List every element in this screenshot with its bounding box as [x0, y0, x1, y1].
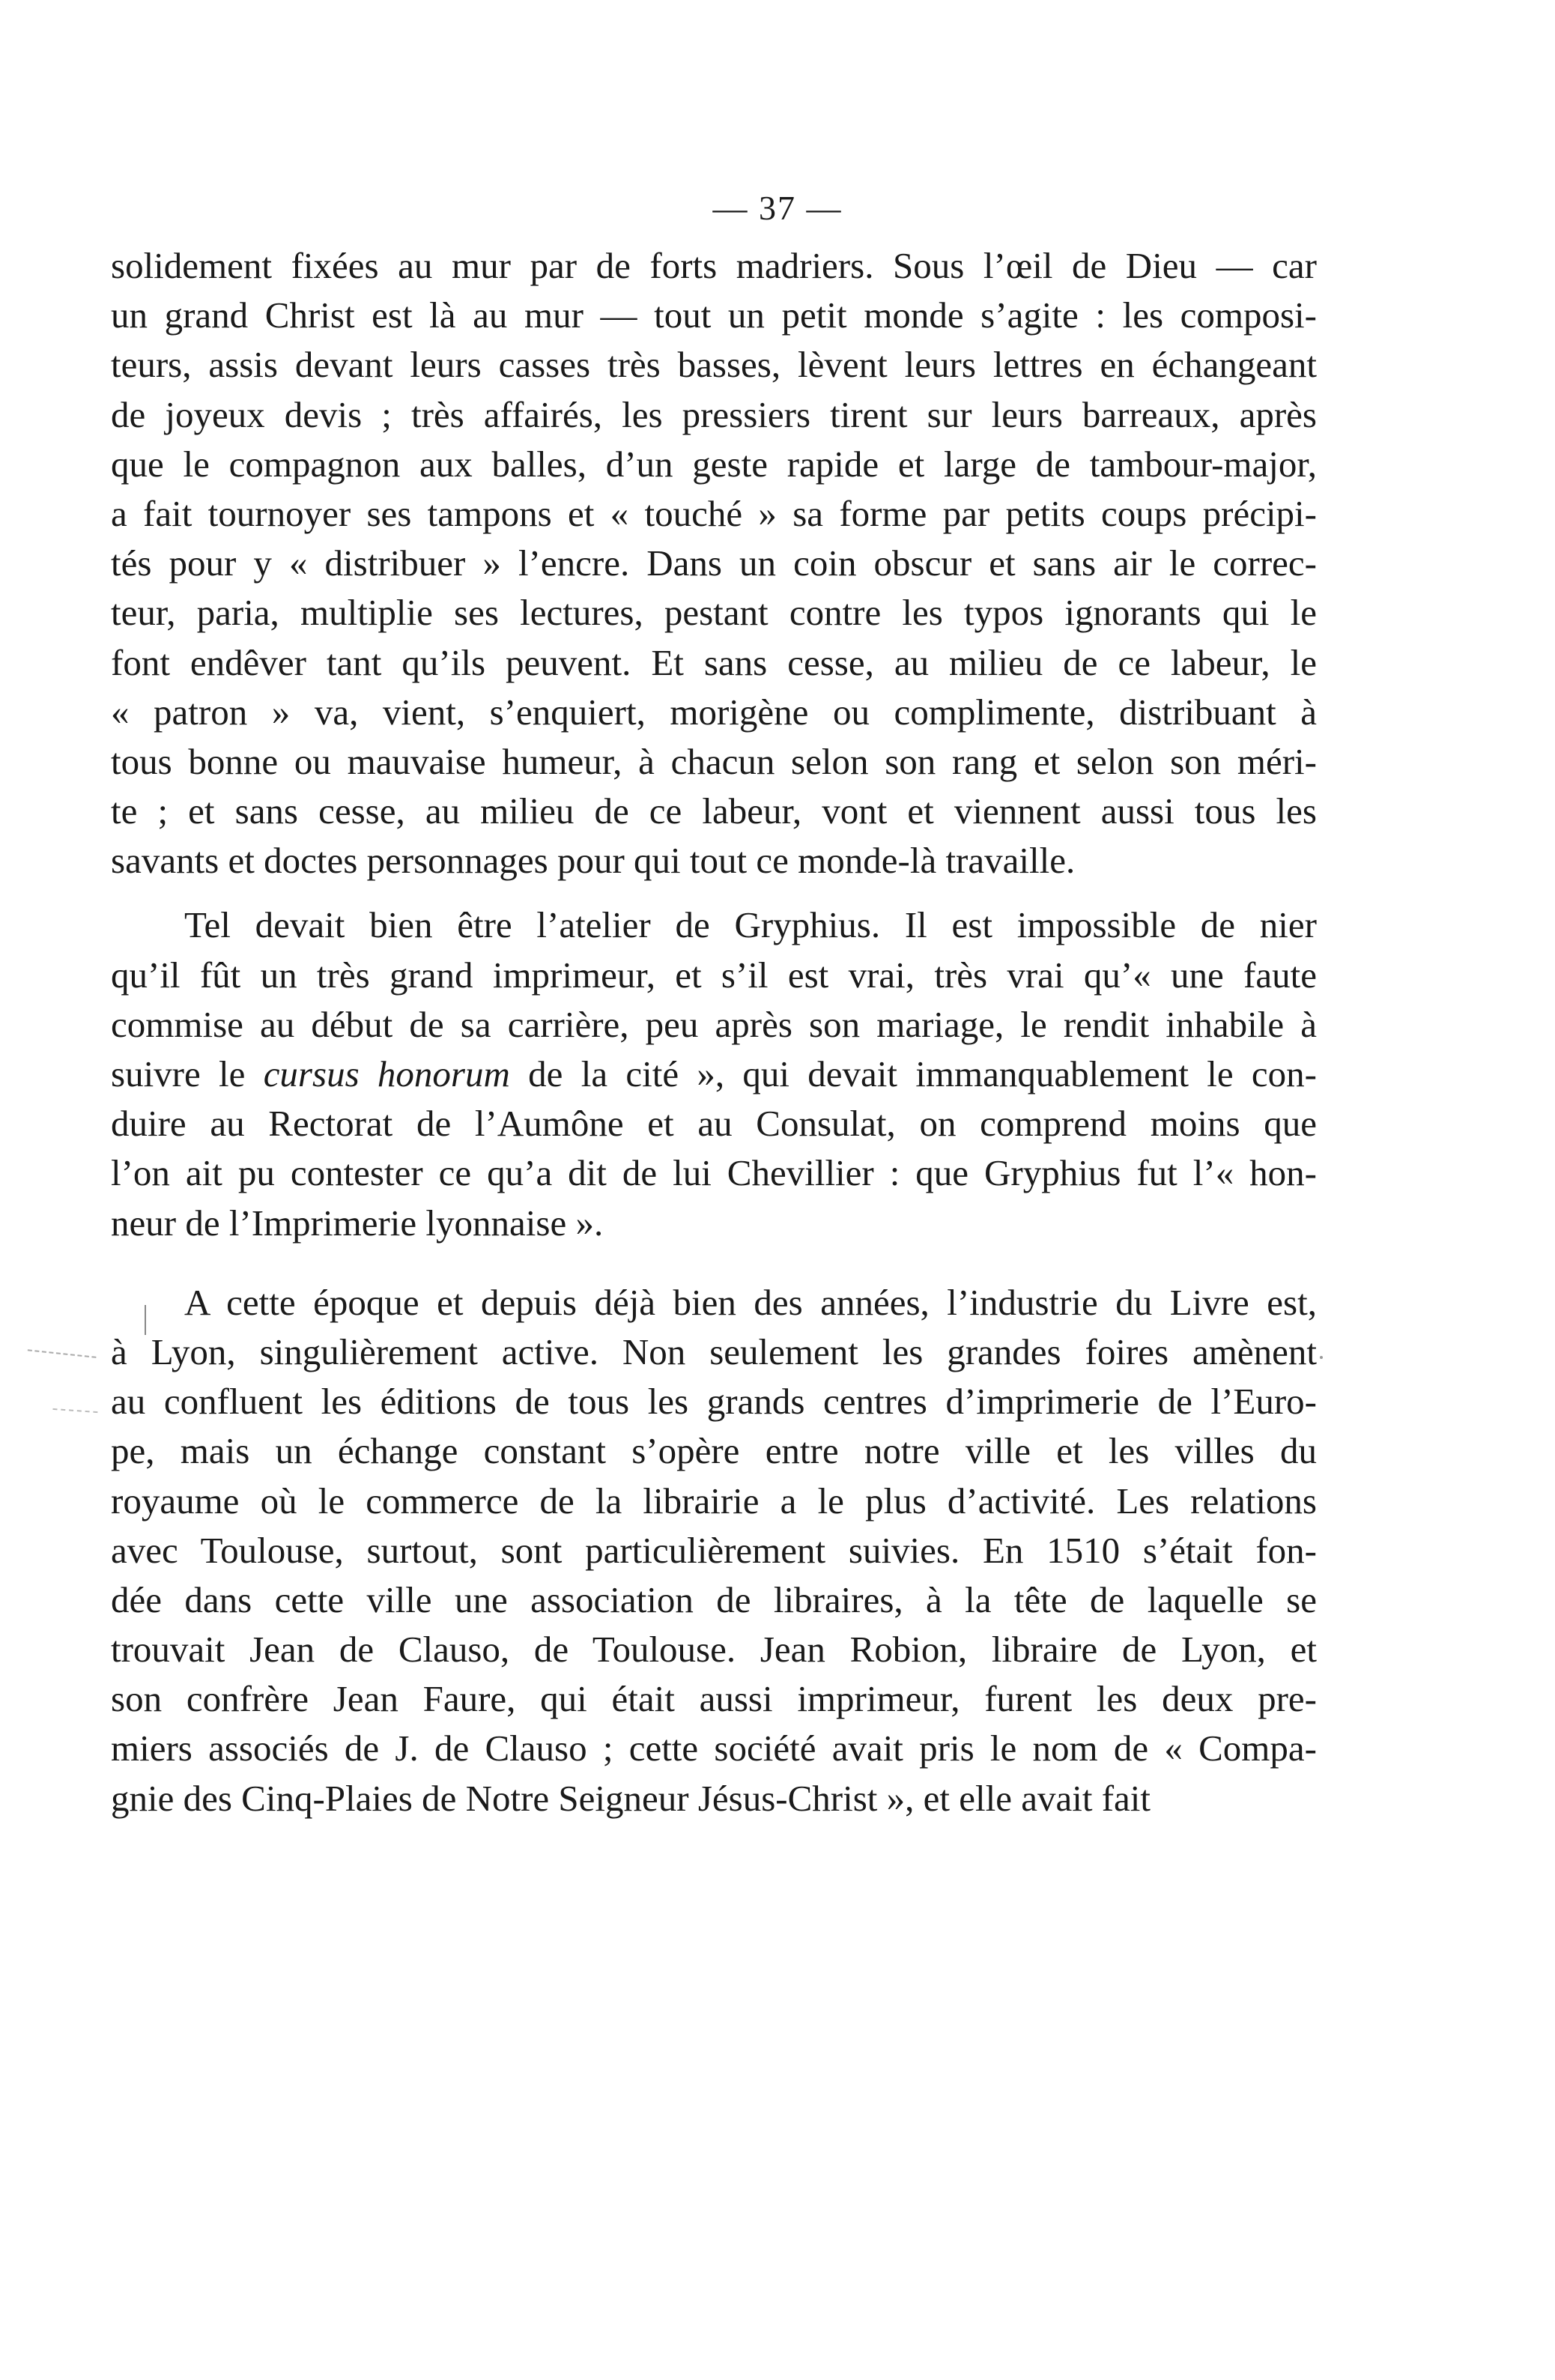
text-line: un grand Christ est là au mur — tout un petit monde s’agite : les composi- [111, 294, 1317, 336]
text-line: A cette époque et depuis déjà bien des années, l’industrie du Livre est, [184, 1281, 1317, 1323]
text-line: à Lyon, singulièrement active. Non seulement les grandes foires amènent [111, 1330, 1317, 1372]
text-line: « patron » va, vient, s’enquiert, morigène ou complimente, distribuant à [111, 691, 1317, 733]
text-line: miers associés de J. de Clauso ; cette société avait pris le nom de « Compa- [111, 1728, 1317, 1769]
text-line: trouvait Jean de Clauso, de Toulouse. Jean Robion, libraire de Lyon, et [111, 1629, 1317, 1671]
text-line: Tel devait bien être l’atelier de Gryphius. Il est impossible de nier [184, 904, 1317, 946]
text-line: gnie des Cinq-Plaies de Notre Seigneur Jésus-Christ », et elle avait fait [111, 1777, 1151, 1819]
text-line: pe, mais un échange constant s’opère entre notre ville et les villes du [111, 1430, 1317, 1472]
text-line: tés pour y « distribuer » l’encre. Dans un coin obscur et sans air le correc- [111, 542, 1317, 584]
text-line: l’on ait pu contester ce qu’a dit de lui Chevillier : que Gryphius fut l’« hon- [111, 1152, 1317, 1194]
text-line: suivre le cursus honorum de la cité », qui devait immanquablement le con- [111, 1053, 1317, 1094]
text-line: son confrère Jean Faure, qui était aussi imprimeur, furent les deux pre- [111, 1678, 1317, 1720]
text-line: savants et doctes personnages pour qui tout ce monde-là travaille. [111, 840, 1076, 882]
paragraph-gap [111, 1248, 1317, 1278]
text-line: teurs, assis devant leurs casses très basses, lèvent leurs lettres en échangeant [111, 344, 1317, 386]
text-line: teur, paria, multiplie ses lectures, pestant contre les typos ignorants qui le [111, 592, 1317, 634]
text-line: a fait tournoyer ses tampons et « touché » sa forme par petits coups précipi- [111, 492, 1317, 534]
text-line: qu’il fût un très grand imprimeur, et s’il est vrai, très vrai qu’« une faute [111, 954, 1317, 996]
text-line: te ; et sans cesse, au milieu de ce labeur, vont et viennent aussi tous les [111, 790, 1317, 832]
margin-speck [1320, 1356, 1323, 1359]
text-line: dée dans cette ville une association de libraires, à la tête de laquelle se [111, 1578, 1317, 1620]
text-line: duire au Rectorat de l’Aumône et au Consulat, on comprend moins que [111, 1103, 1317, 1145]
paragraph [111, 1278, 1317, 1823]
text-line: que le compagnon aux balles, d’un geste rapide et large de tambour-major, [111, 443, 1317, 485]
text-line: solidement fixées au mur par de forts madriers. Sous l’œil de Dieu — car [111, 245, 1317, 286]
paragraph [111, 900, 1317, 1247]
text-line: au confluent les éditions de tous les grands centres d’imprimerie de l’Euro- [111, 1381, 1317, 1423]
text-line: royaume où le commerce de la librairie a le plus d’activité. Les relations [111, 1480, 1317, 1521]
text-line: font endêver tant qu’ils peuvent. Et sans cesse, au milieu de ce labeur, le [111, 641, 1317, 683]
page-number: — 37 — [712, 189, 843, 227]
text-line: tous bonne ou mauvaise humeur, à chacun selon son rang et selon son méri- [111, 740, 1317, 782]
margin-pencil-mark [27, 1349, 97, 1367]
paragraph [111, 241, 1317, 885]
text-line: commise au début de sa carrière, peu après son mariage, le rendit inhabile à [111, 1003, 1317, 1045]
body-text [111, 241, 1317, 1823]
margin-pencil-mark [52, 1408, 98, 1422]
text-line: avec Toulouse, surtout, sont particulièrement suivies. En 1510 s’était fon- [111, 1529, 1317, 1571]
text-line: neur de l’Imprimerie lyonnaise ». [111, 1202, 604, 1244]
paragraph-gap [111, 885, 1317, 900]
text-line: de joyeux devis ; très affairés, les pressiers tirent sur leurs barreaux, après [111, 393, 1317, 435]
